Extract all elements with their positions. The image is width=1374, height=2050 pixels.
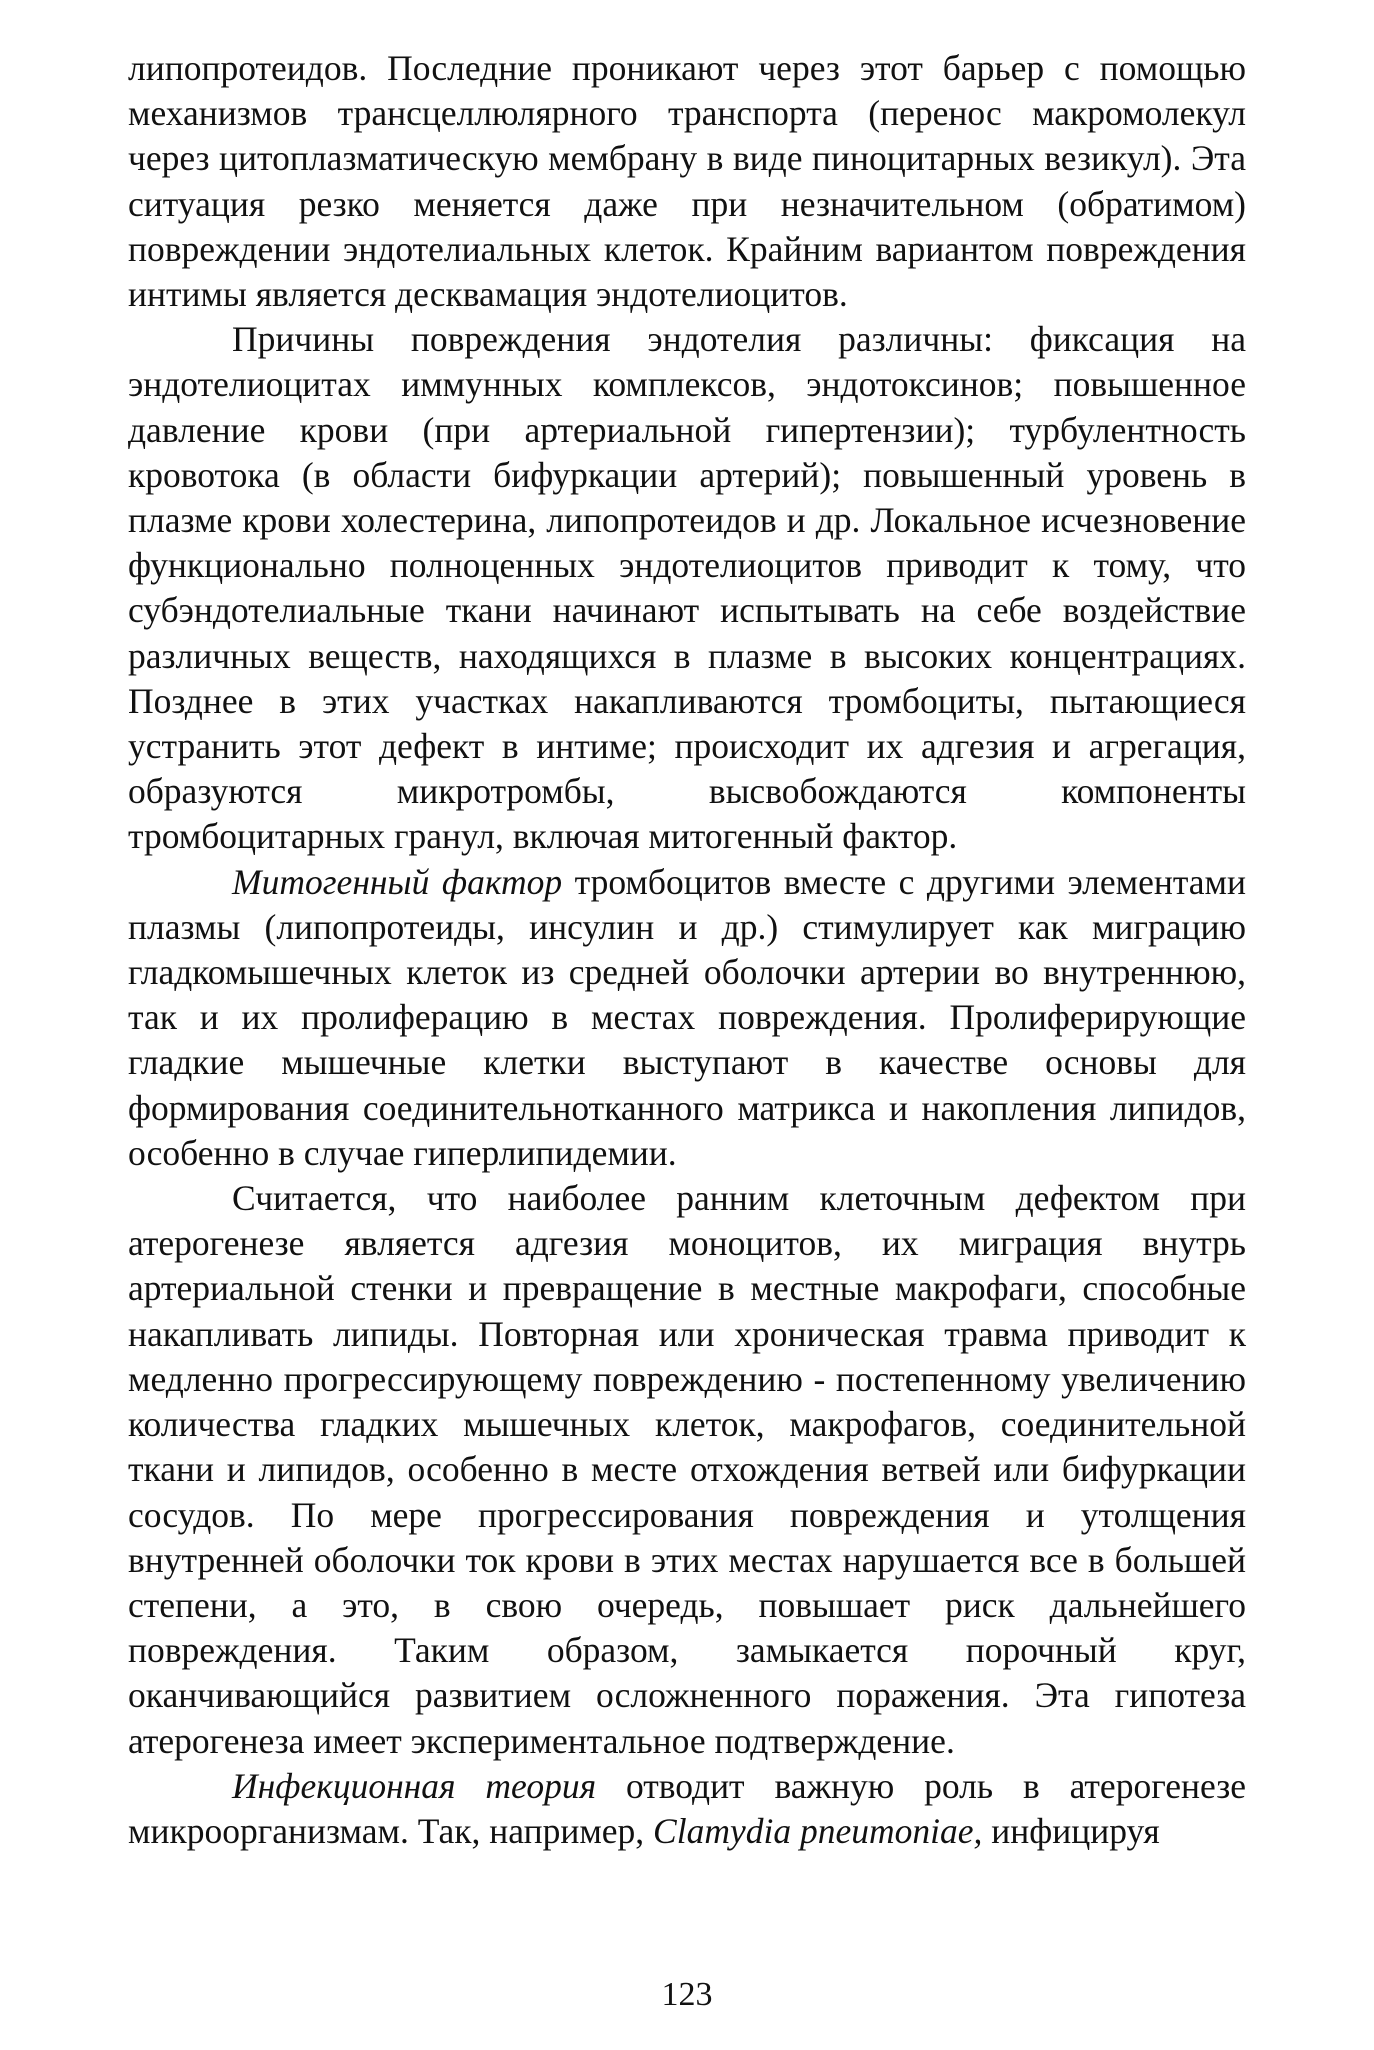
italic-term: Clamydia pneumoniae,	[653, 1810, 983, 1851]
paragraph-1	[128, 46, 1246, 317]
text-run: отводит важную роль в атерогенезе микроорганизмам. Так, например,	[128, 1765, 1247, 1851]
page-number: 123	[661, 1976, 713, 2013]
italic-term: Инфекционная теория	[232, 1765, 597, 1806]
paragraph-5	[128, 1764, 1246, 1854]
paragraph-3	[128, 860, 1246, 1176]
page-body	[128, 46, 1246, 1854]
paragraph-2	[128, 317, 1246, 859]
italic-term: Митогенный фактор	[232, 861, 563, 902]
text-run: тромбоцитов вместе с другими элементами плазмы (липопротеиды, инсулин и др.) стимулирует как миграцию гладкомышечных клеток из средней оболочки артерии во внутреннюю, так и их пролиферацию в местах повреждения. Пролиферирующие гладкие мышечные клетки выступают в качестве основы для формирования соединительнотканного матрикса и накопления липидов, особенно в случае гиперлипидемии.	[128, 861, 1247, 1173]
text-run: Считается, что наиболее ранним клеточным дефектом при атерогенезе является адгезия моноцитов, их миграция внутрь артериальной стенки и превращение в местные макрофаги, способные накапливать липиды. Повторная или хроническая травма приводит к медленно прогрессирующему повреждению - постепенному увеличению количества гладких мышечных клеток, макрофагов, соединительной ткани и липидов, особенно в месте отхождения ветвей или бифуркации сосудов. По мере прогрессирования повреждения и утолщения внутренней оболочки ток крови в этих местах нарушается все в большей степени, а это, в свою очередь, повышает риск дальнейшего повреждения. Таким образом, замыкается порочный круг, оканчивающийся развитием осложненного поражения. Эта гипотеза атерогенеза имеет экспериментальное подтверждение.	[128, 1178, 1246, 1761]
text-run: липопротеидов. Последние проникают через этот барьер с помощью механизмов трансцеллюлярного транспорта (перенос макромолекул через цитоплазматическую мембрану в виде пиноцитарных везикул). Эта ситуация резко меняется даже при незначительном (обратимом) повреждении эндотелиальных клеток. Крайним вариантом повреждения интимы является десквамация эндотелиоцитов.	[128, 48, 1246, 315]
text-run: Причины повреждения эндотелия различны: фиксация на эндотелиоцитах иммунных комплексов, эндотоксинов; повышенное давление крови (при артериальной гипертензии); турбулентность кровотока (в области бифуркации артерий); повышенный уровень в плазме крови холестерина, липопротеидов и др. Локальное исчезновение функционально полноценных эндотелиоцитов приводит к тому, что субэндотелиальные ткани начинают испытывать на себе воздействие различных веществ, находящихся в плазме в высоких концентрациях. Позднее в этих участках накапливаются тромбоциты, пытающиеся устранить этот дефект в интиме; происходит их адгезия и агрегация, образуются микротромбы, высвобождаются компоненты тромбоцитарных гранул, включая митогенный фактор.	[128, 319, 1246, 857]
paragraph-4	[128, 1176, 1246, 1764]
text-run: инфицируя	[982, 1810, 1160, 1851]
